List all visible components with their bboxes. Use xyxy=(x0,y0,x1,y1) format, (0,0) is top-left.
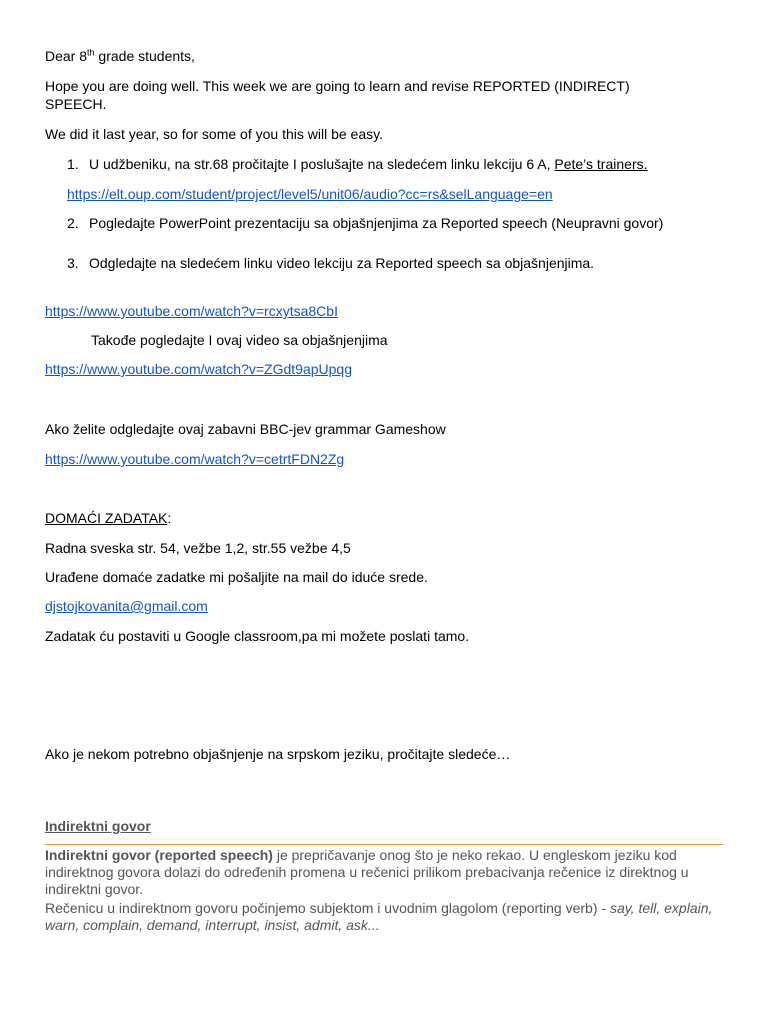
homework-line-1: Radna sveska str. 54, vežbe 1,2, str.55 vežbe 4,5 xyxy=(45,540,351,556)
homework-heading: DOMAĆI ZADATAK: xyxy=(45,510,172,526)
intro-line-2: SPEECH. xyxy=(45,96,107,112)
petes-trainers-link[interactable]: Pete’s trainers. xyxy=(554,156,648,172)
intro-line-1: Hope you are doing well. This week we are going to learn and revise REPORTED (INDIRECT) xyxy=(45,78,630,94)
bbc-gameshow-text: Ako želite odgledajte ovaj zabavni BBC-jev grammar Gameshow xyxy=(45,421,446,437)
paragraph-2: Rečenicu u indirektnom govoru počinjemo subjektom i uvodnim glagolom (reporting verb) - say, tell, explain, warn, complain, demand, interrupt, insist, admit, ask... xyxy=(45,900,713,933)
intro-line-3: We did it last year, so for some of you this will be easy. xyxy=(45,126,383,142)
greeting: Dear 8th grade students, xyxy=(45,47,195,64)
paragraph-1: Indirektni govor (reported speech) je prepričavanje onog što je neko rekao. U engleskom jeziku kod indirektnog govora dolazi do određenih promena u rečenici prilikom prebacivanja rečenice iz direktnog u indirektni govor. xyxy=(45,847,689,897)
youtube-link-2[interactable]: https://www.youtube.com/watch?v=ZGdt9apUpqg xyxy=(45,361,352,377)
section-title: Indirektni govor xyxy=(45,818,151,834)
also-watch-text: Takođe pogledajte I ovaj video sa objašnjenjima xyxy=(91,332,388,348)
serbian-intro: Ako je nekom potrebno objašnjenje na srpskom jeziku, pročitajte sledeće… xyxy=(45,746,511,762)
youtube-link-3[interactable]: https://www.youtube.com/watch?v=cetrtFDN2Zg xyxy=(45,451,345,467)
list-item-1: 1. U udžbeniku, na str.68 pročitajte I poslušajte na sledećem linku lekciju 6 A, Pete’s trainers. xyxy=(67,156,648,172)
homework-line-2: Urađene domaće zadatke mi pošaljite na mail do iduće srede. xyxy=(45,569,428,585)
section-divider xyxy=(45,844,723,845)
email-link[interactable]: djstojkovanita@gmail.com xyxy=(45,598,208,614)
oup-audio-link[interactable]: https://elt.oup.com/student/project/level5/unit06/audio?cc=rs&selLanguage=en xyxy=(67,186,553,202)
list-item-2: 2. Pogledajte PowerPoint prezentaciju sa objašnjenjima za Reported speech (Neupravni govor) xyxy=(67,215,664,231)
youtube-link-1[interactable]: https://www.youtube.com/watch?v=rcxytsa8CbI xyxy=(45,303,338,319)
classroom-line: Zadatak ću postaviti u Google classroom,pa mi možete poslati tamo. xyxy=(45,628,470,644)
list-item-3: 3. Odgledajte na sledećem linku video lekciju za Reported speech sa objašnjenjima. xyxy=(67,255,595,271)
